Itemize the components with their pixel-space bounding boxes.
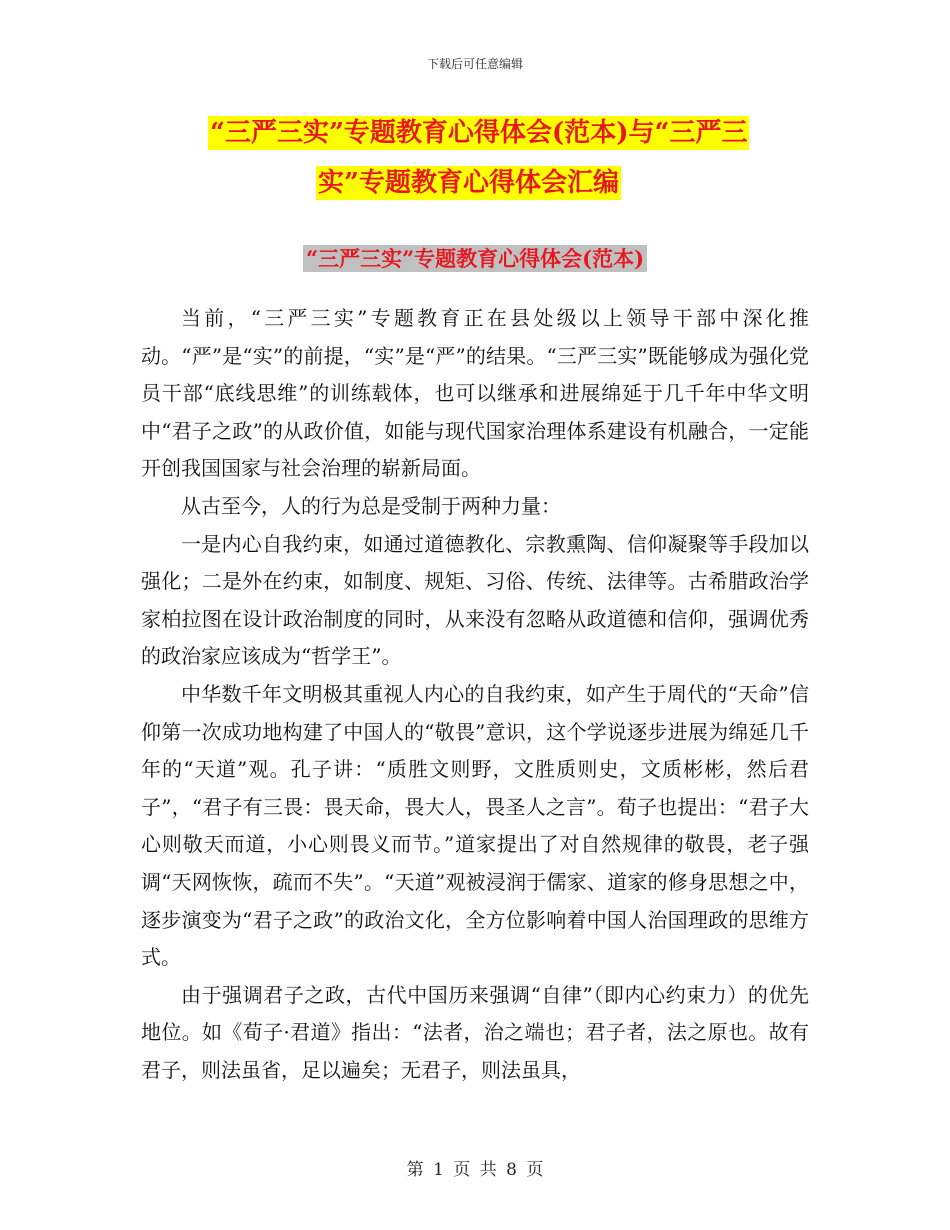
section-title: “三严三实”专题教育心得体会(范本) [0,243,950,273]
paragraph-3: 一是内心自我约束，如通过道德教化、宗教熏陶、信仰凝聚等手段加以强化；二是外在约束，如制度、规矩、习俗、传统、法律等。古希腊政治学家柏拉图在设计政治制度的同时，从来没有忽略从政道德和信仰，强调优秀的政治家应该成为“哲学王”。 [141,531,809,669]
paragraph-2: 从古至今，人的行为总是受制于两种力量： [181,493,561,518]
title-line-1: “三严三实”专题教育心得体会(范本)与“三严三 [210,118,748,148]
paragraph-4: 中华数千年文明极其重视人内心的自我约束，如产生于周代的“天命”信仰第一次成功地构建了中国人的“敬畏”意识，这个学说逐步进展为绵延几千年的“天道”观。孔子讲：“质胜文则野，文胜质则史，文质彬彬，然后君子”，“君子有三畏：畏天命，畏大人，畏圣人之言”。荀子也提出：“君子大心则敬天而道，小心则畏义而节。”道家提出了对自然规律的敬畏，老子强调“天网恢恢，疏而不失”。“天道”观被浸润于儒家、道家的修身思想之中，逐步演变为“君子之政”的政治文化，全方位影响着中国人治国理政的思维方式。 [141,681,809,970]
document-title [140,108,810,208]
title-line-2: 实”专题教育心得体会汇编 [318,168,619,198]
body-text [141,300,809,1089]
paragraph-1: 当前，“三严三实”专题教育正在县处级以上领导干部中深化推动。“严”是“实”的前提，“实”是“严”的结果。“三严三实”既能够成为强化党员干部“底线思维”的训练载体，也可以继承和进展绵延于几千年中华文明中“君子之政”的从政价值，如能与现代国家治理体系建设有机融合，一定能开创我国国家与社会治理的崭新局面。 [141,306,809,481]
paragraph-5: 由于强调君子之政，古代中国历来强调“自律”（即内心约束力）的优先地位。如《荀子·君道》指出：“法者，治之端也；君子者，法之原也。故有君子，则法虽省，足以遍矣；无君子，则法虽具， [141,982,809,1082]
page-footer: 第 1 页 共 8 页 [406,1160,544,1180]
page-header: 下载后可任意编辑 [426,57,523,71]
